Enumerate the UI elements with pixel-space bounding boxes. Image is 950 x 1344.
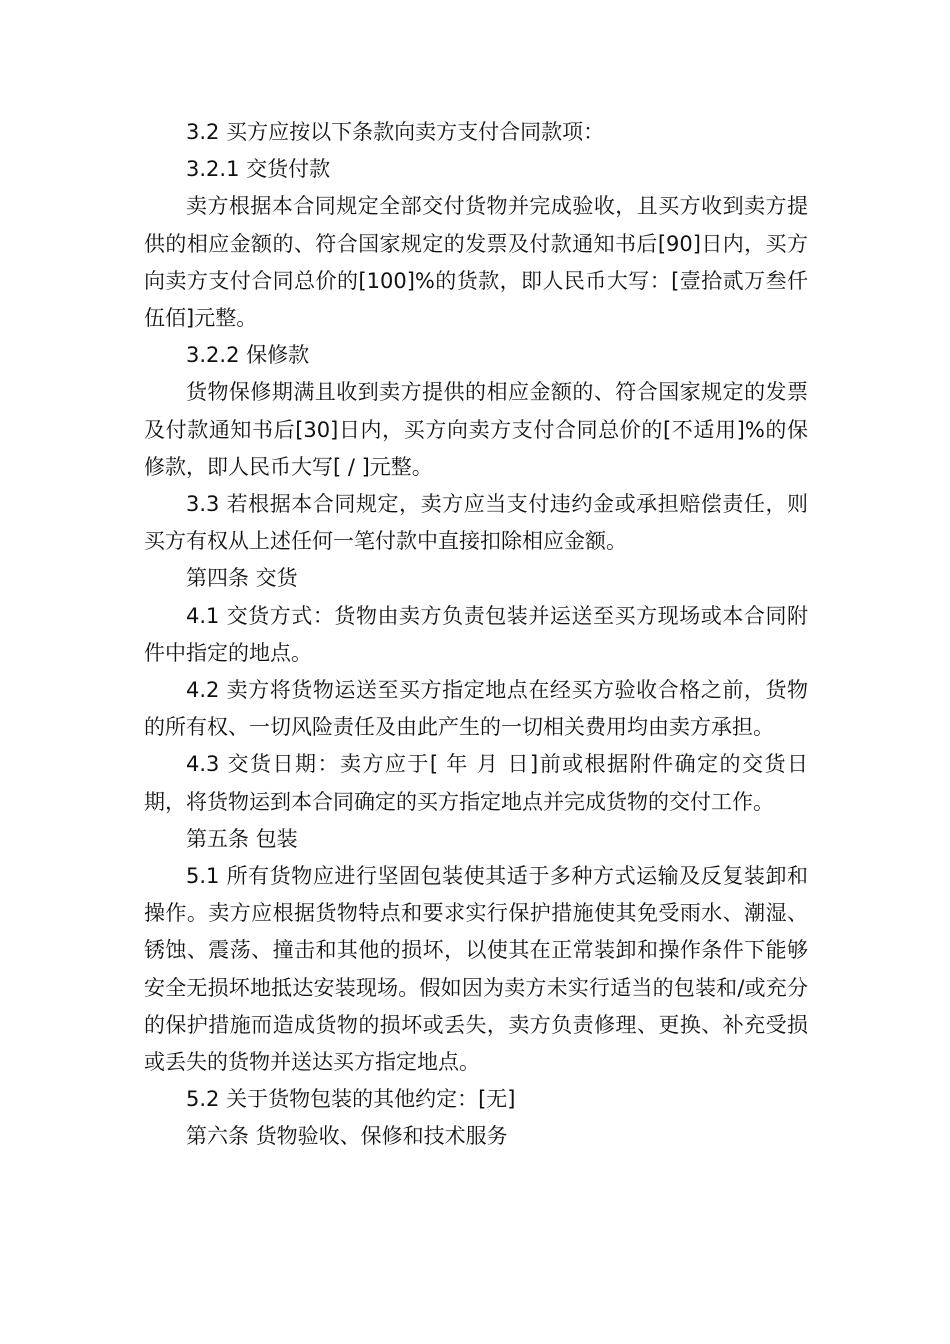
clause-3-2-1-text: 卖方根据本合同规定全部交付货物并完成验收，且买方收到卖方提供的相应金额的、符合国家规定的发票及付款通知书后[90]日内，买方向卖方支付合同总价的[100]%的货款，即人民币大写：[壹拾贰万叁仟伍佰]元整。 <box>144 194 808 331</box>
document-body <box>144 114 808 1156</box>
clause-3-3: 3.3 若根据本合同规定，卖方应当支付违约金或承担赔偿责任，则买方有权从上述任何一笔付款中直接扣除相应金额。 <box>144 492 808 554</box>
clause-5-1: 5.1 所有货物应进行坚固包装使其适于多种方式运输及反复装卸和操作。卖方应根据货物特点和要求实行保护措施使其免受雨水、潮湿、锈蚀、震荡、撞击和其他的损坏，以使其在正常装卸和操作条件下能够安全无损坏地抵达安装现场。假如因为卖方未实行适当的包装和/或充分的保护措施而造成货物的损坏或丢失，卖方负责修理、更换、补充受损或丢失的货物并送达买方指定地点。 <box>144 864 808 1075</box>
article-4-heading: 第四条 交货 <box>186 566 298 591</box>
clause-4-2: 4.2 卖方将货物运送至买方指定地点在经买方验收合格之前，货物的所有权、一切风险责任及由此产生的一切相关费用均由卖方承担。 <box>144 678 808 740</box>
clause-3-2-2-text: 货物保修期满且收到卖方提供的相应金额的、符合国家规定的发票及付款通知书后[30]日内，买方向卖方支付合同总价的[不适用]%的保修款，即人民币大写[ / ]元整。 <box>144 380 808 479</box>
clause-4-3: 4.3 交货日期：卖方应于[ 年 月 日]前或根据附件确定的交货日期，将货物运到本合同确定的买方指定地点并完成货物的交付工作。 <box>144 752 808 814</box>
clause-3-2: 3.2 买方应按以下条款向卖方支付合同款项： <box>186 120 605 144</box>
article-6-heading: 第六条 货物验收、保修和技术服务 <box>186 1124 508 1149</box>
article-5-heading: 第五条 包装 <box>186 826 298 851</box>
clause-3-2-2-heading: 3.2.2 保修款 <box>186 343 310 368</box>
clause-3-2-1-heading: 3.2.1 交货付款 <box>186 157 331 182</box>
clause-4-1: 4.1 交货方式：货物由卖方负责包装并运送至买方现场或本合同附件中指定的地点。 <box>144 603 808 665</box>
clause-5-2: 5.2 关于货物包装的其他约定：[无] <box>186 1087 516 1112</box>
